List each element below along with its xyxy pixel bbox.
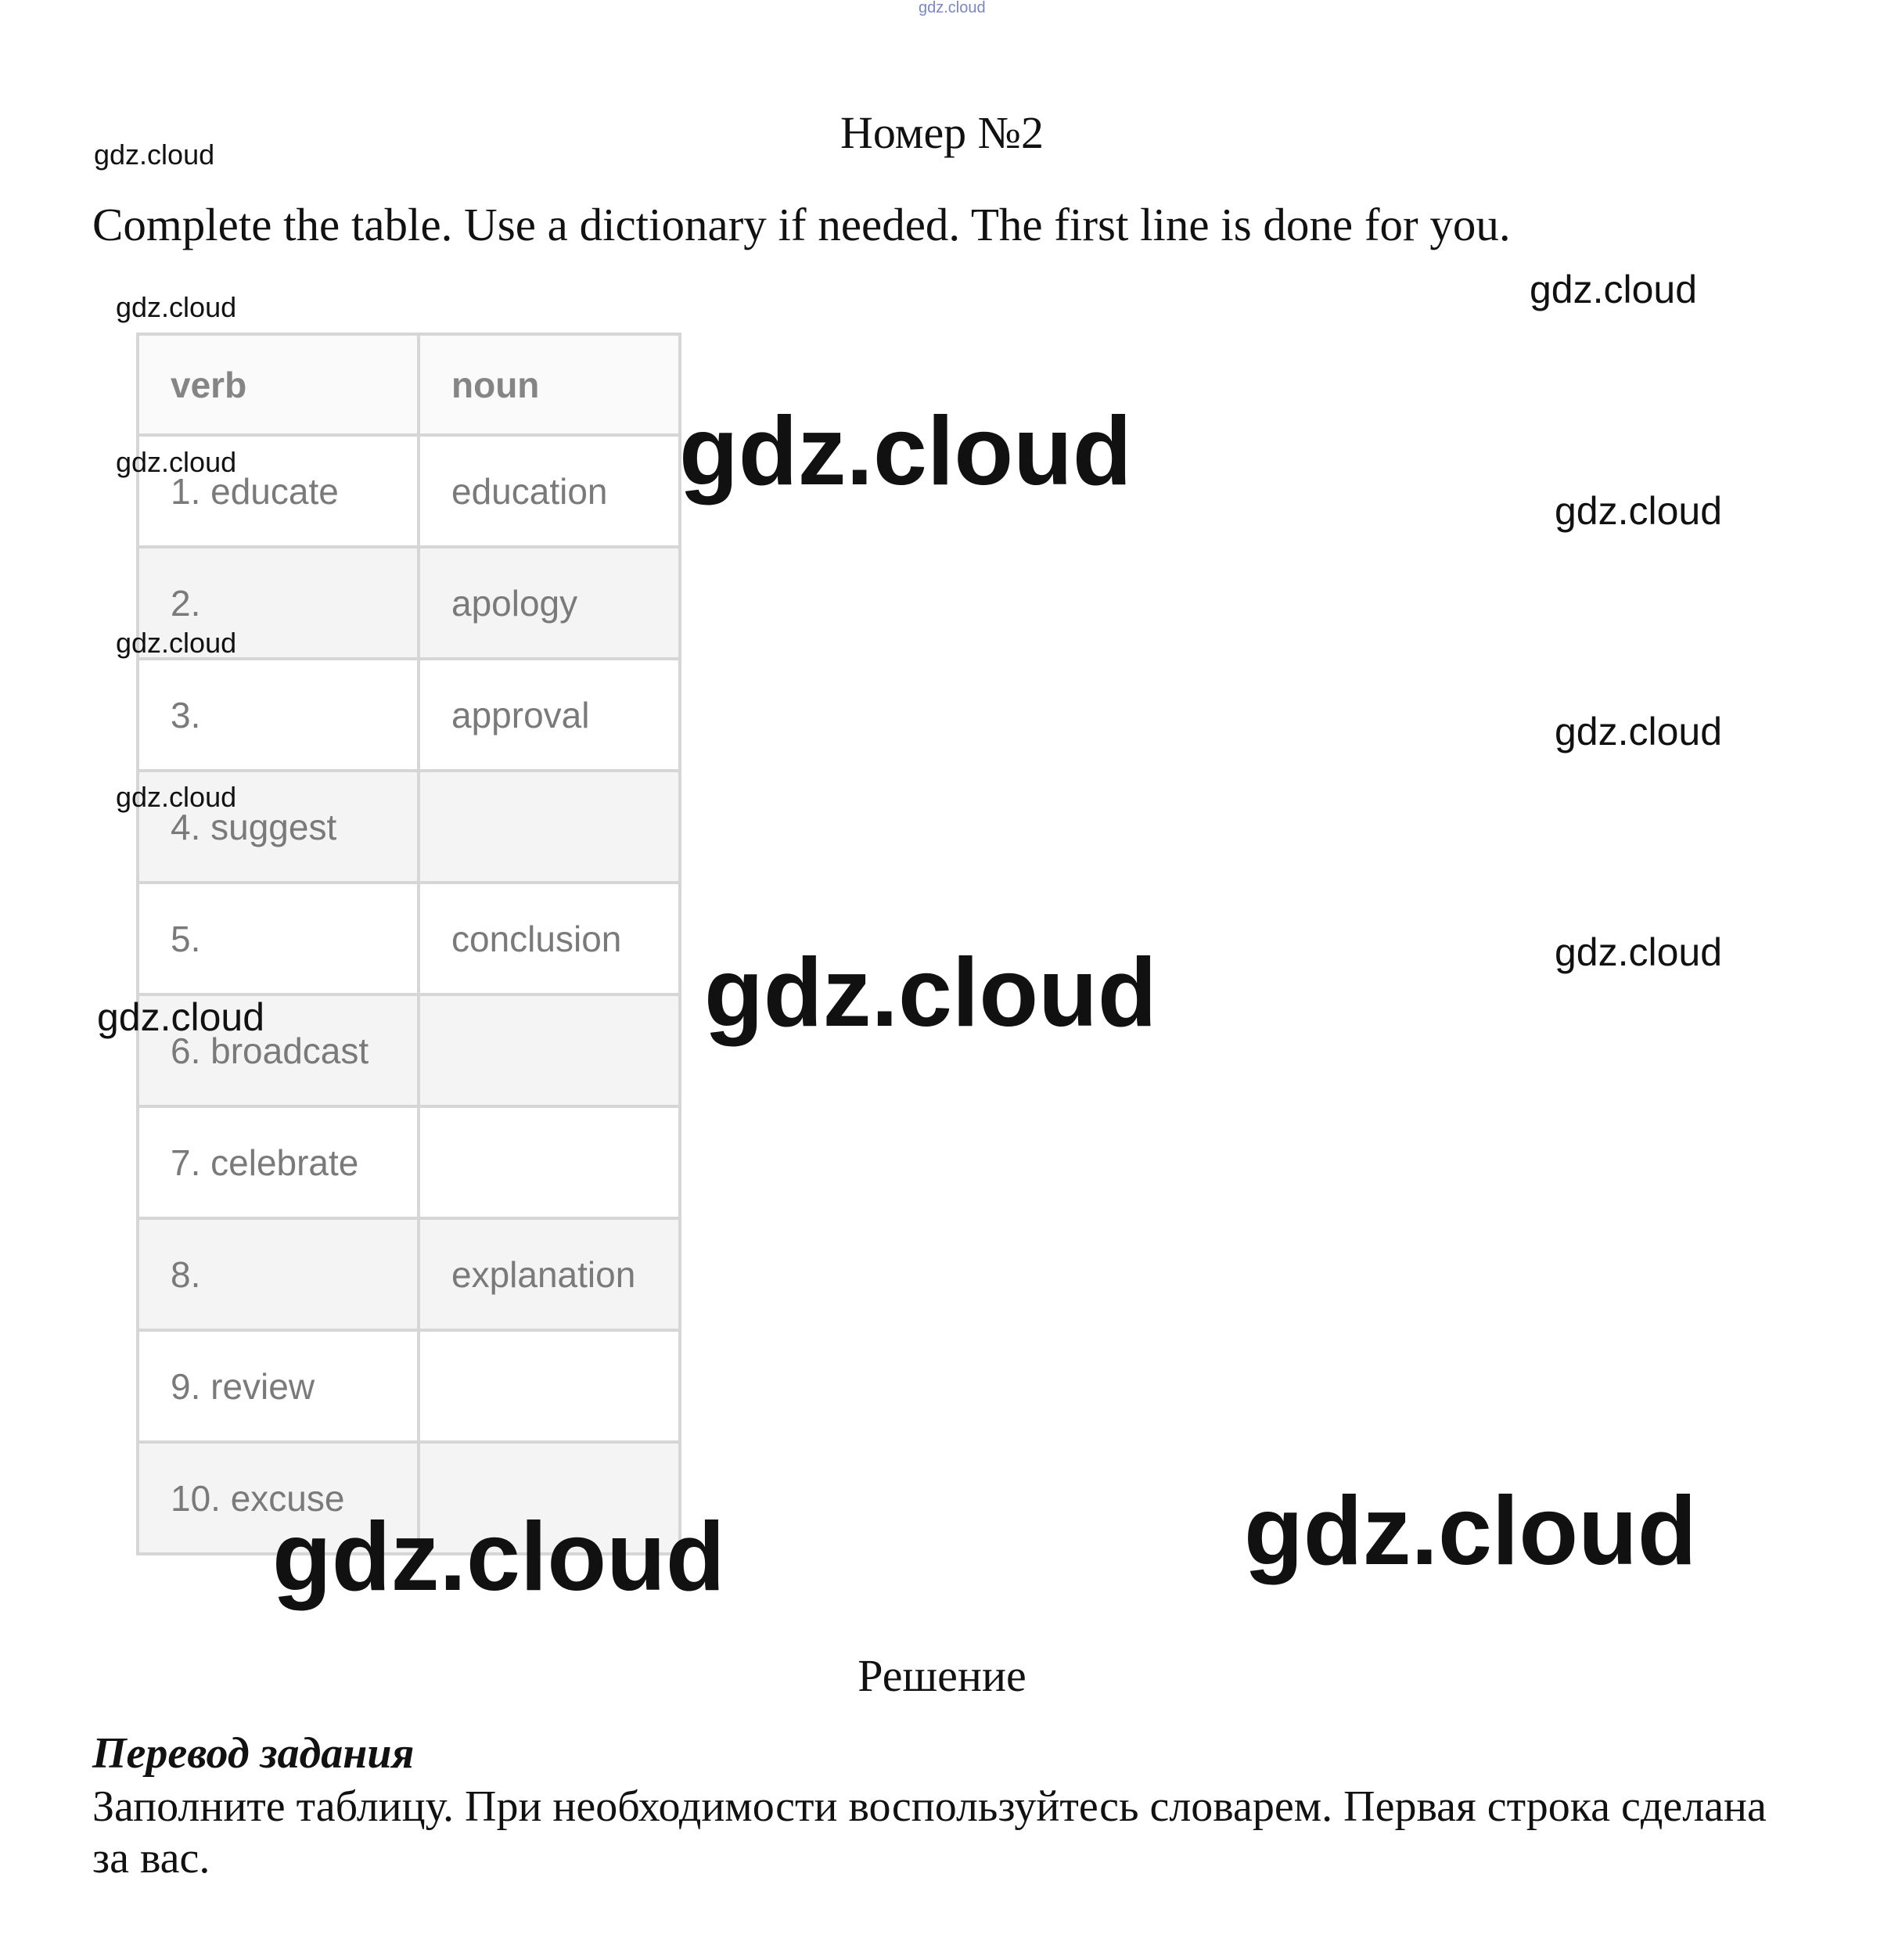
verb-cell: 4. suggest bbox=[138, 771, 419, 883]
noun-cell: conclusion bbox=[419, 883, 680, 994]
table-header-row bbox=[138, 334, 680, 435]
solution-heading: Решение bbox=[858, 1650, 1026, 1701]
watermark: gdz.cloud bbox=[116, 446, 237, 478]
table-row bbox=[138, 1330, 680, 1442]
verb-cell: 3. bbox=[138, 659, 419, 771]
watermark: gdz.cloud bbox=[1555, 930, 1723, 974]
table-row bbox=[138, 659, 680, 771]
table-row bbox=[138, 883, 680, 994]
watermark: gdz.cloud bbox=[919, 0, 986, 16]
watermark: gdz.cloud bbox=[116, 291, 237, 323]
table-row bbox=[138, 1106, 680, 1218]
translation-title: Перевод задания bbox=[92, 1729, 415, 1778]
watermark: gdz.cloud bbox=[272, 1503, 725, 1611]
noun-cell: apology bbox=[419, 547, 680, 659]
header-verb: verb bbox=[138, 334, 419, 435]
verb-cell: 10. excuse bbox=[138, 1442, 419, 1554]
watermark: gdz.cloud bbox=[97, 995, 265, 1039]
word-formation-table bbox=[136, 333, 681, 1555]
noun-cell: explanation bbox=[419, 1218, 680, 1330]
noun-cell bbox=[419, 994, 680, 1106]
translation-text: Заполните таблицу. При необходимости воспользуйтесь словарем. Первая строка сделана за вас. bbox=[92, 1782, 1767, 1883]
verb-cell: 8. bbox=[138, 1218, 419, 1330]
watermark: gdz.cloud bbox=[679, 397, 1132, 505]
watermark: gdz.cloud bbox=[1555, 489, 1723, 533]
verb-cell: 2. bbox=[138, 547, 419, 659]
watermark: gdz.cloud bbox=[116, 627, 237, 659]
watermark: gdz.cloud bbox=[116, 781, 237, 813]
page-title: Номер №2 bbox=[840, 107, 1044, 158]
verb-cell: 6. broadcast bbox=[138, 994, 419, 1106]
verb-cell: 9. review bbox=[138, 1330, 419, 1442]
verb-cell: 7. celebrate bbox=[138, 1106, 419, 1218]
noun-cell bbox=[419, 1106, 680, 1218]
noun-cell bbox=[419, 1330, 680, 1442]
watermark: gdz.cloud bbox=[94, 138, 215, 171]
watermark: gdz.cloud bbox=[1555, 710, 1723, 753]
watermark: gdz.cloud bbox=[704, 939, 1157, 1047]
header-noun: noun bbox=[419, 334, 680, 435]
watermark: gdz.cloud bbox=[1530, 268, 1698, 311]
noun-cell: approval bbox=[419, 659, 680, 771]
table-row bbox=[138, 1218, 680, 1330]
verb-cell: 1. educate bbox=[138, 435, 419, 547]
verb-cell: 5. bbox=[138, 883, 419, 994]
task-instruction: Complete the table. Use a dictionary if needed. The first line is done for you. bbox=[92, 199, 1511, 250]
noun-cell: education bbox=[419, 435, 680, 547]
noun-cell bbox=[419, 771, 680, 883]
watermark: gdz.cloud bbox=[1244, 1477, 1697, 1585]
